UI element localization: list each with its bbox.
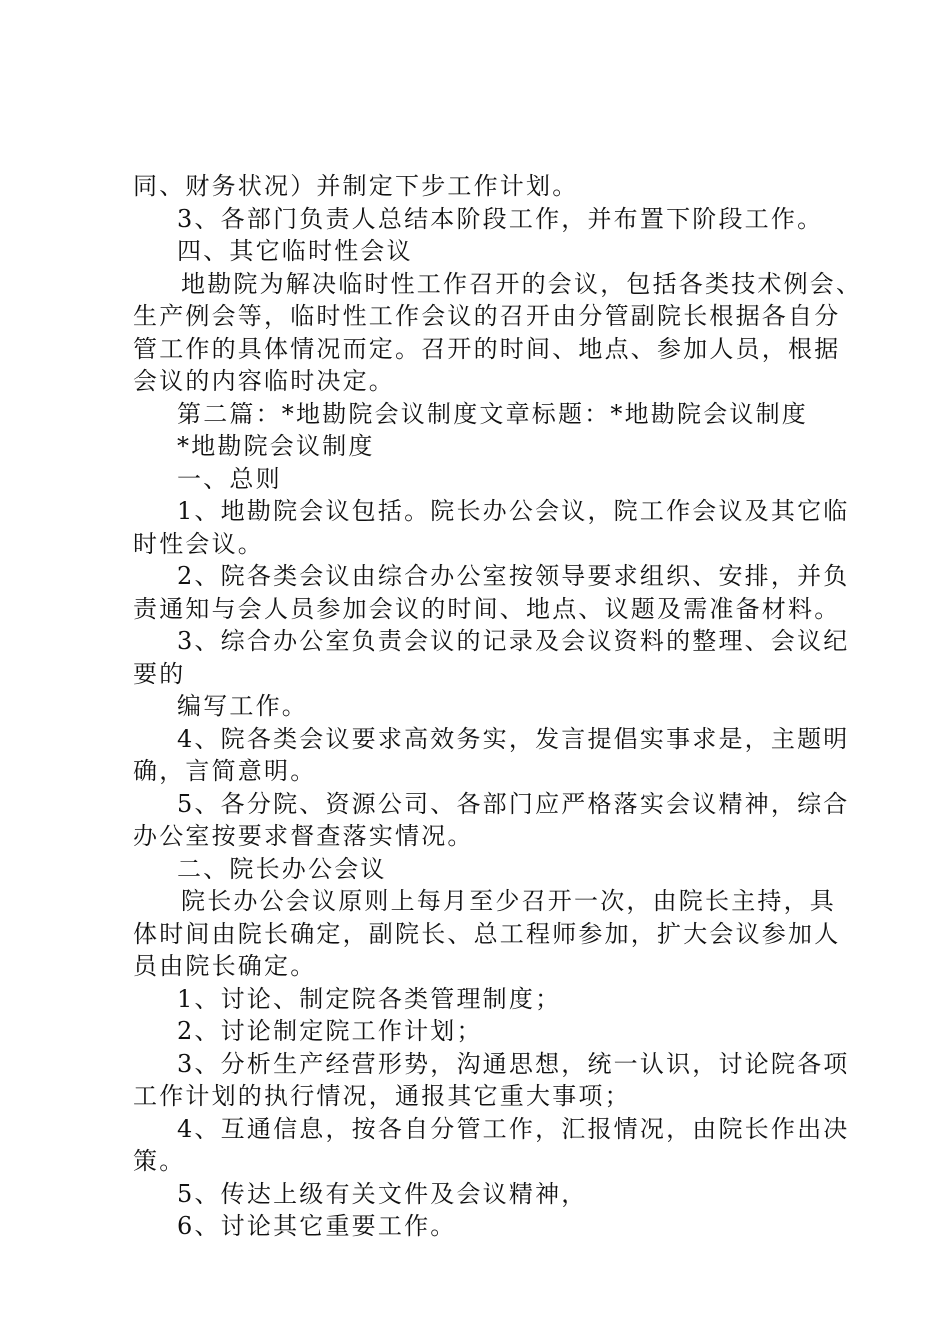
list-item: 5、传达上级有关文件及会议精神，: [177, 1179, 588, 1208]
text-line: 工作计划的执行情况，通报其它重大事项；: [133, 1082, 631, 1110]
text-line: 管工作的具体情况而定。召开的时间、地点、参加人员，根据: [133, 334, 841, 363]
text-line: 确，言简意明。: [133, 757, 317, 785]
section-heading: 四、其它临时性会议: [177, 237, 413, 265]
text-line: 会议的内容临时决定。: [133, 367, 395, 395]
list-item: 1、讨论、制定院各类管理制度；: [177, 984, 562, 1013]
list-item: 6、讨论其它重要工作。: [177, 1212, 457, 1240]
text-line: 2、院各类会议由综合办公室按领导要求组织、安排，并负: [177, 562, 850, 590]
text-line: 员由院长确定。: [133, 952, 317, 980]
text-line: 3、综合办公室负责会议的记录及会议资料的整理、会议纪: [177, 627, 850, 655]
list-item: 4、互通信息，按各自分管工作，汇报情况，由院长作出决: [177, 1114, 850, 1143]
text-line: 要的: [133, 659, 186, 688]
chapter-heading: 第二篇：*地勘院会议制度文章标题：*地勘院会议制度: [177, 399, 808, 428]
list-item: 2、讨论制定院工作计划；: [177, 1017, 483, 1045]
text-line: 5、各分院、资源公司、各部门应严格落实会议精神，综合: [177, 789, 850, 818]
text-line: 编写工作。: [177, 692, 308, 720]
text-line: 同、财务状况）并制定下步工作计划。: [133, 172, 579, 200]
text-line: 体时间由院长确定，副院长、总工程师参加，扩大会议参加人: [133, 919, 841, 948]
text-line: 策。: [133, 1147, 186, 1175]
section-heading: 二、院长办公会议: [177, 854, 387, 883]
text-line: 时性会议。: [133, 529, 264, 558]
text-line: 院长办公会议原则上每月至少召开一次，由院长主持，具: [181, 887, 836, 915]
list-item: 3、分析生产经营形势，沟通思想，统一认识，讨论院各项: [177, 1049, 850, 1078]
section-heading: 一、总则: [177, 464, 282, 493]
text-line: 地勘院为解决临时性工作召开的会议，包括各类技术例会、: [181, 269, 863, 298]
document-title: *地勘院会议制度: [177, 432, 375, 460]
document-body: [133, 170, 863, 1243]
text-line: 办公室按要求督查落实情况。: [133, 822, 474, 850]
text-line: 4、院各类会议要求高效务实，发言提倡实事求是，主题明: [177, 724, 850, 753]
text-line: 责通知与会人员参加会议的时间、地点、议题及需准备材料。: [133, 594, 841, 623]
text-line: 3、各部门负责人总结本阶段工作，并布置下阶段工作。: [177, 204, 824, 233]
text-line: 生产例会等，临时性工作会议的召开由分管副院长根据各自分: [133, 302, 841, 330]
text-line: 1、地勘院会议包括。院长办公会议，院工作会议及其它临: [177, 497, 850, 525]
